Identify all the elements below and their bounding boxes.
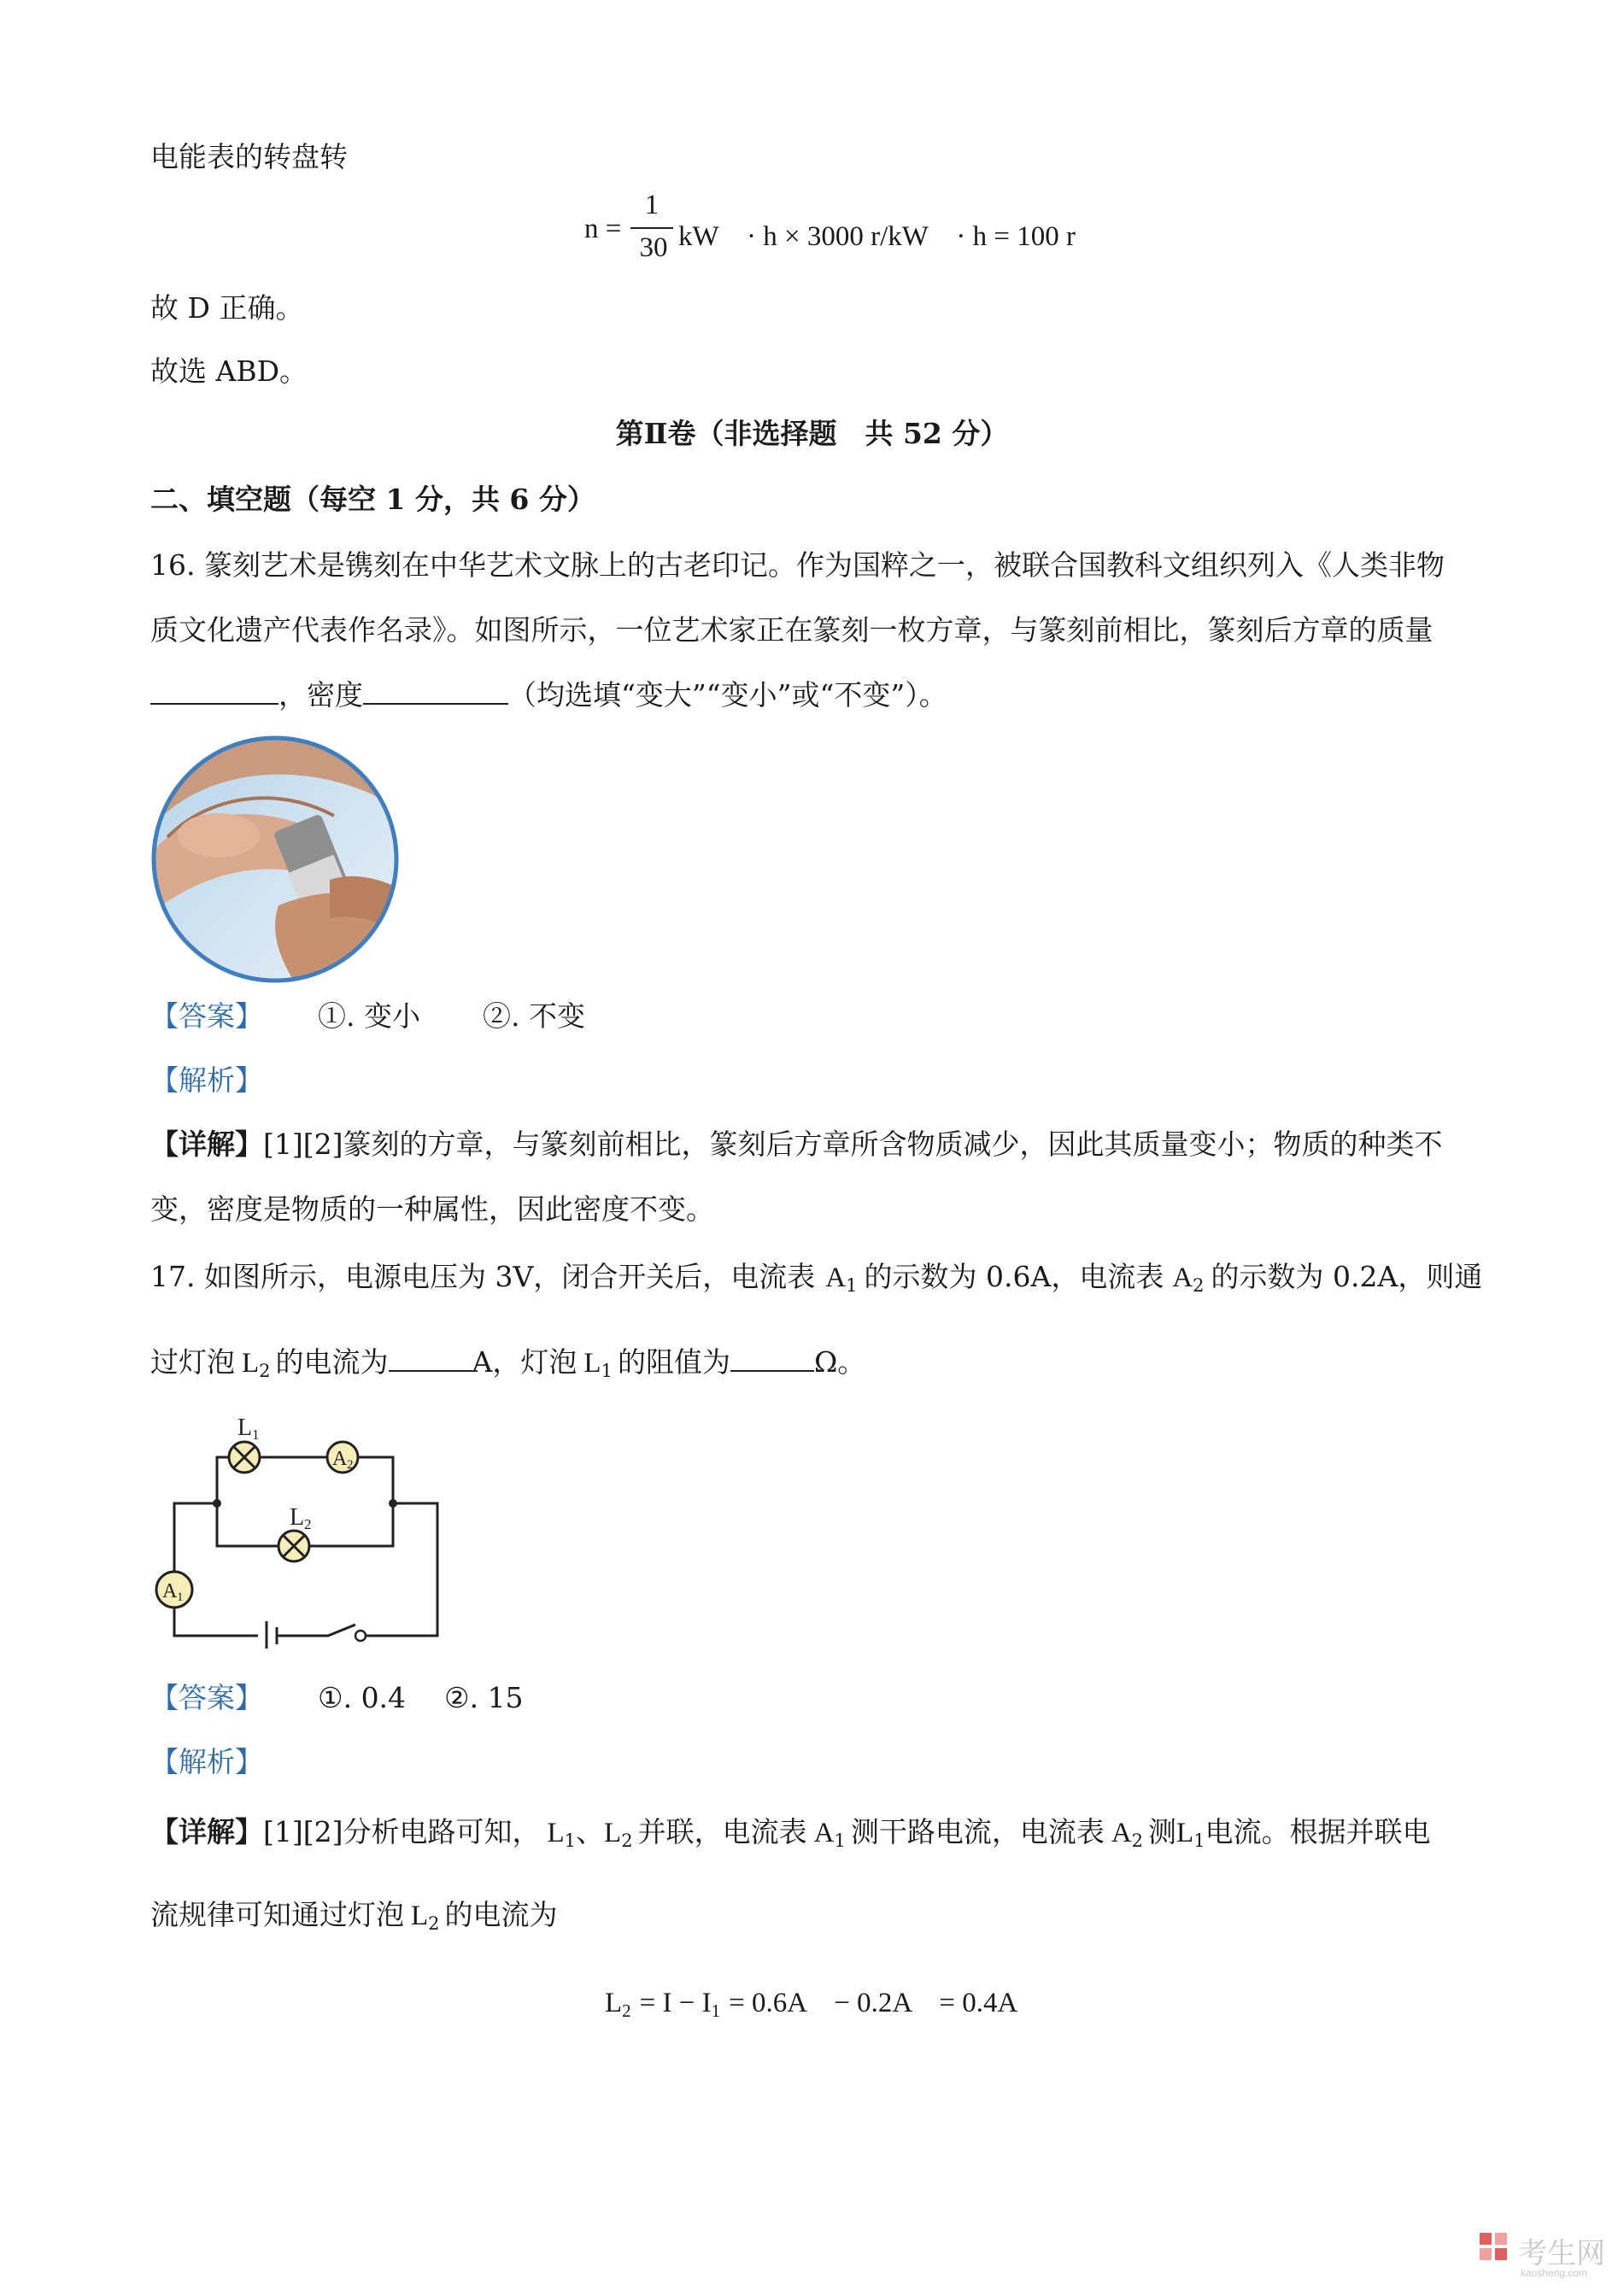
- answer-blank: [363, 677, 508, 705]
- fraction-bar: [630, 227, 673, 229]
- q16-text-line: 质文化遗产代表作名录》。如图所示，一位艺术家正在篆刻一枚方章，与篆刻前相比，篆刻后方章的质量: [150, 613, 1433, 647]
- watermark-sub: kaosheng.com: [1521, 2267, 1588, 2279]
- analysis-tag: 【解析】: [150, 1063, 263, 1097]
- q17-text-line: 17. 如图所示，电源电压为 3V，闭合开关后，电流表 $A_1$ 的示数为 0.6A，电流表 $A_2$ 的示数为 0.2A，则通: [150, 1260, 1483, 1296]
- analysis-tag: 【解析】: [150, 1745, 263, 1778]
- label-a2-sub: 2: [347, 1458, 354, 1472]
- detail-text: 【详解】[1][2]分析电路可知， $L_1$、$L_2$ 并联，电流表 $A_1$ 测干路电流，电流表 $A_2$ 测$L_1$电流。根据并联电: [150, 1815, 1431, 1851]
- section-title: 第Ⅱ卷（非选择题 共 52 分）: [615, 417, 1009, 450]
- label-a1: A: [162, 1580, 178, 1602]
- label-a1-sub: 1: [177, 1590, 184, 1604]
- equation-2: $L_2 = I - I_1 = 0.6A$ − 0.2A = 0.4A: [605, 1988, 1018, 2021]
- label-a2: A: [332, 1448, 348, 1470]
- label-l1: L: [237, 1414, 253, 1441]
- text-line: 电能表的转盘转: [150, 140, 348, 173]
- watermark: [1476, 2229, 1605, 2279]
- lamp-l1-icon: [229, 1442, 260, 1473]
- lamp-l2-icon: [278, 1531, 309, 1561]
- circuit-diagram: [150, 1409, 458, 1649]
- eq-rhs: kW · h × 3000 r/kW · h = 100 r: [678, 221, 1076, 252]
- answer-blank: [150, 677, 278, 705]
- answer-blank: [730, 1344, 814, 1372]
- seal-carving-photo: [150, 735, 400, 984]
- text-line: 故 D 正确。: [150, 291, 304, 325]
- answer-value: ②. 不变: [483, 999, 585, 1033]
- watermark-text: 考生网: [1518, 2237, 1606, 2270]
- detail-text: 【详解】[1][2]篆刻的方章，与篆刻前相比，篆刻后方章所含物质减少，因此其质量变小；物质的种类不: [150, 1128, 1443, 1161]
- answer-tag: 【答案】: [150, 1681, 263, 1714]
- label-l1-sub: 1: [252, 1426, 260, 1443]
- part-heading: 二、填空题（每空 1 分，共 6 分）: [150, 483, 595, 516]
- eq-lhs: n =: [584, 214, 622, 244]
- label-l2-sub: 2: [304, 1516, 312, 1532]
- answer-value: ①. 变小: [318, 999, 420, 1033]
- detail-text: 变，密度是物质的一种属性，因此密度不变。: [150, 1192, 714, 1226]
- q17-text-line: 过灯泡 $L_2$ 的电流为 A，灯泡 $L_1$ 的阻值为 Ω。: [150, 1345, 866, 1381]
- eq-denominator: 30: [639, 232, 668, 263]
- label-l2: L: [290, 1504, 305, 1531]
- q16-text-line: 16. 篆刻艺术是镌刻在中华艺术文脉上的古老印记。作为国粹之一，被联合国教科文组织列入《人类非物: [150, 548, 1445, 582]
- detail-text: 流规律可知通过灯泡 $L_2$ 的电流为: [150, 1898, 558, 1934]
- eq-numerator: 1: [644, 190, 660, 220]
- answer-blank: [389, 1344, 472, 1372]
- text-line: 故选 ABD。: [150, 354, 308, 388]
- answer-tag: 【答案】: [150, 999, 263, 1033]
- q16-text-line: ，密度 （均选填“变大”“变小”或“不变”）。: [150, 677, 947, 712]
- answer-value: ②. 15: [444, 1681, 524, 1714]
- answer-value: ①. 0.4: [318, 1681, 407, 1714]
- watermark-logo-icon: [1476, 2229, 1514, 2272]
